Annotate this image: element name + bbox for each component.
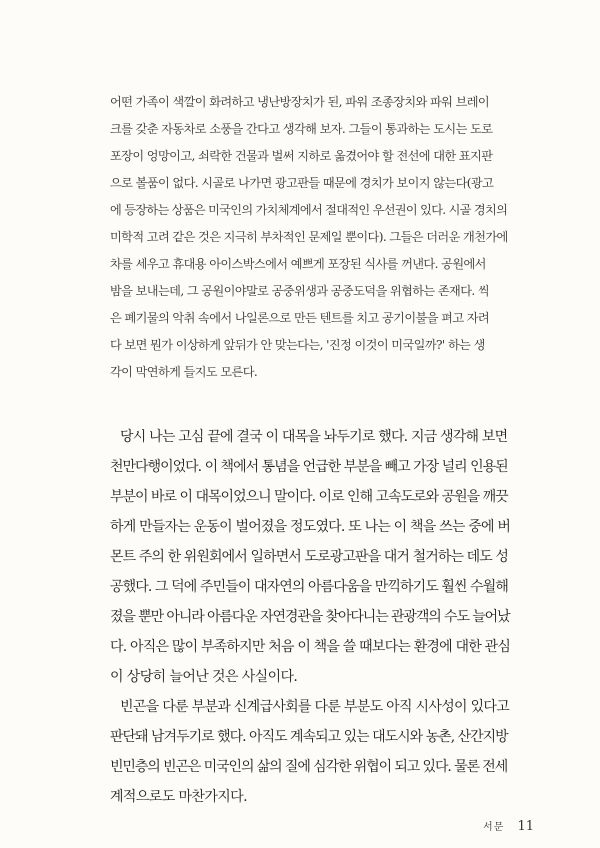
body-line: 부분이 바로 이 대목이었으니 말이다. 이로 인해 고속도로와 공원을 깨끗 — [110, 489, 508, 505]
page-number: 11 — [517, 819, 534, 834]
quote-line: 다 보면 뭔가 이상하게 앞뒤가 안 맞는다는, '진정 이것이 미국일까?' 하는 생 — [110, 338, 485, 352]
quote-line: 미학적 고려 같은 것은 지극히 부차적인 문제일 뿐이다). 그들은 더러운 개천가에 — [110, 230, 508, 244]
quote-line: 어떤 가족이 색깔이 화려하고 냉난방장치가 된, 파워 조종장치와 파워 브레이 — [110, 95, 490, 109]
body-line: 빈민층의 빈곤은 미국인의 삶의 질에 심각한 위협이 되고 있다. 물론 전세 — [110, 759, 508, 775]
body-line: 공했다. 그 덕에 주민들이 대자연의 아름다움을 만끽하기도 훨씬 수월해 — [110, 579, 509, 595]
body-line: 계적으로도 마찬가지다. — [110, 789, 247, 805]
body-line: 졌을 뿐만 아니라 아름다운 자연경관을 찾아다니는 관광객의 수도 늘어났 — [110, 609, 510, 625]
body-line: 몬트 주의 한 위원회에서 일하면서 도로광고판을 대거 철거하는 데도 성 — [110, 549, 509, 565]
body-line: 당시 나는 고심 끝에 결국 이 대목을 놔두기로 했다. 지금 생각해 보면 — [120, 429, 508, 445]
quote-line: 포장이 엉망이고, 쇠락한 건물과 벌써 지하로 옮겼어야 할 전선에 대한 표지판 — [110, 149, 493, 163]
running-footer-label: 서문 — [483, 822, 505, 833]
body-line: 이 상당히 늘어난 것은 사실이다. — [110, 669, 298, 685]
body-line: 빈곤을 다룬 부분과 신계급사회를 다룬 부분도 아직 시사성이 있다고 — [120, 699, 510, 715]
body-paragraph — [110, 692, 510, 812]
quote-line: 에 등장하는 상품은 미국인의 가치체계에서 절대적인 우선권이 있다. 시골 경치의 — [110, 203, 508, 217]
body-line: 천만다행이었다. 이 책에서 통념을 언급한 부분을 빼고 가장 널리 인용된 — [110, 459, 508, 475]
quote-line: 으로 볼품이 없다. 시골로 나가면 광고판들 때문에 경치가 보이지 않는다(광고 — [110, 176, 494, 190]
body-paragraph — [110, 422, 510, 692]
page-footer — [483, 815, 534, 834]
block-quote — [110, 89, 510, 386]
body-line: 하게 만들자는 운동이 벌어졌을 정도였다. 또 나는 이 책을 쓰는 중에 버 — [110, 519, 511, 535]
quote-line: 각이 막연하게 들지도 모른다. — [110, 365, 258, 379]
quote-line: 밤을 보내는데, 그 공원이야말로 공중위생과 공중도덕을 위협하는 존재다. 씩 — [110, 284, 490, 298]
quote-line: 은 폐기물의 악취 속에서 나일론으로 만든 텐트를 치고 공기이불을 펴고 자려 — [110, 311, 490, 325]
quote-line: 차를 세우고 휴대용 아이스박스에서 예쁘게 포장된 식사를 꺼낸다. 공원에서 — [110, 257, 486, 271]
quote-line: 크를 갖춘 자동차로 소풍을 간다고 생각해 보자. 그들이 통과하는 도시는 도로 — [110, 122, 493, 136]
body-line: 다. 아직은 많이 부족하지만 처음 이 책을 쓸 때보다는 환경에 대한 관심 — [110, 639, 511, 655]
body-line: 판단돼 남겨두기로 했다. 아직도 계속되고 있는 대도시와 농촌, 산간지방 — [110, 729, 508, 745]
